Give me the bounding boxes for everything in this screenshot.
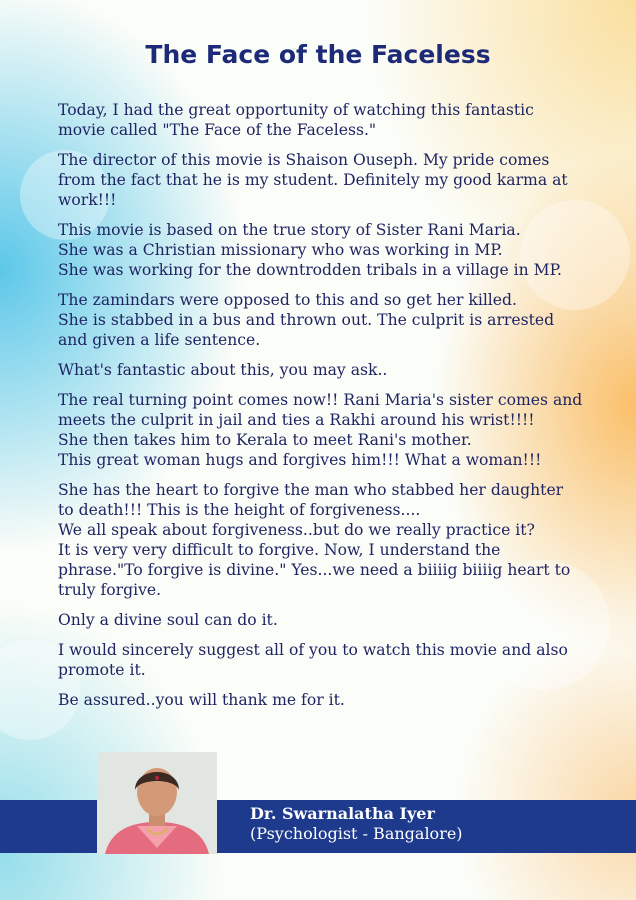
text-line: to death!!! This is the height of forgiveness.... [58,501,421,519]
paragraph [58,220,598,280]
paragraph [58,290,598,350]
text-line: and given a life sentence. [58,331,261,349]
paragraph [58,610,598,630]
text-line: She was a Christian missionary who was working in MP. [58,241,503,259]
author-photo [97,752,217,854]
article-body [58,100,598,720]
page-title: The Face of the Faceless [145,40,491,69]
text-line: She then takes him to Kerala to meet Rani's mother. [58,431,472,449]
text-line: promote it. [58,661,146,679]
text-line: The director of this movie is Shaison Ouseph. My pride comes [58,151,550,169]
paragraph [58,100,598,140]
paragraph [58,150,598,210]
author-name: Dr. Swarnalatha Iyer [250,804,435,823]
text-line: I would sincerely suggest all of you to watch this movie and also [58,641,568,659]
author-block [250,804,463,844]
text-line: The real turning point comes now!! Rani Maria's sister comes and [58,391,583,409]
paragraph [58,360,598,380]
text-line: We all speak about forgiveness..but do we really practice it? [58,521,535,539]
text-line: truly forgive. [58,581,162,599]
text-line: She has the heart to forgive the man who stabbed her daughter [58,481,564,499]
text-line: What's fantastic about this, you may ask.. [58,361,388,379]
paragraph [58,480,598,600]
paragraph [58,390,598,470]
paragraph [58,690,598,710]
author-role: (Psychologist - Bangalore) [250,824,463,843]
text-line: She was working for the downtrodden tribals in a village in MP. [58,261,562,279]
text-line: The zamindars were opposed to this and so get her killed. [58,291,517,309]
text-line: Only a divine soul can do it. [58,611,278,629]
text-line: work!!! [58,191,117,209]
text-line: This movie is based on the true story of Sister Rani Maria. [58,221,521,239]
text-line: She is stabbed in a bus and thrown out. The culprit is arrested [58,311,555,329]
text-line: Be assured..you will thank me for it. [58,691,345,709]
text-line: meets the culprit in jail and ties a Rakhi around his wrist!!!! [58,411,535,429]
paragraph [58,640,598,680]
text-line: phrase."To forgive is divine." Yes...we need a biiiig biiiig heart to [58,561,571,579]
text-line: This great woman hugs and forgives him!!! What a woman!!! [58,451,542,469]
author-portrait-image [97,752,217,854]
text-line: Today, I had the great opportunity of watching this fantastic [58,101,534,119]
text-line: from the fact that he is my student. Definitely my good karma at [58,171,568,189]
text-line: It is very very difficult to forgive. Now, I understand the [58,541,501,559]
text-line: movie called "The Face of the Faceless." [58,121,377,139]
